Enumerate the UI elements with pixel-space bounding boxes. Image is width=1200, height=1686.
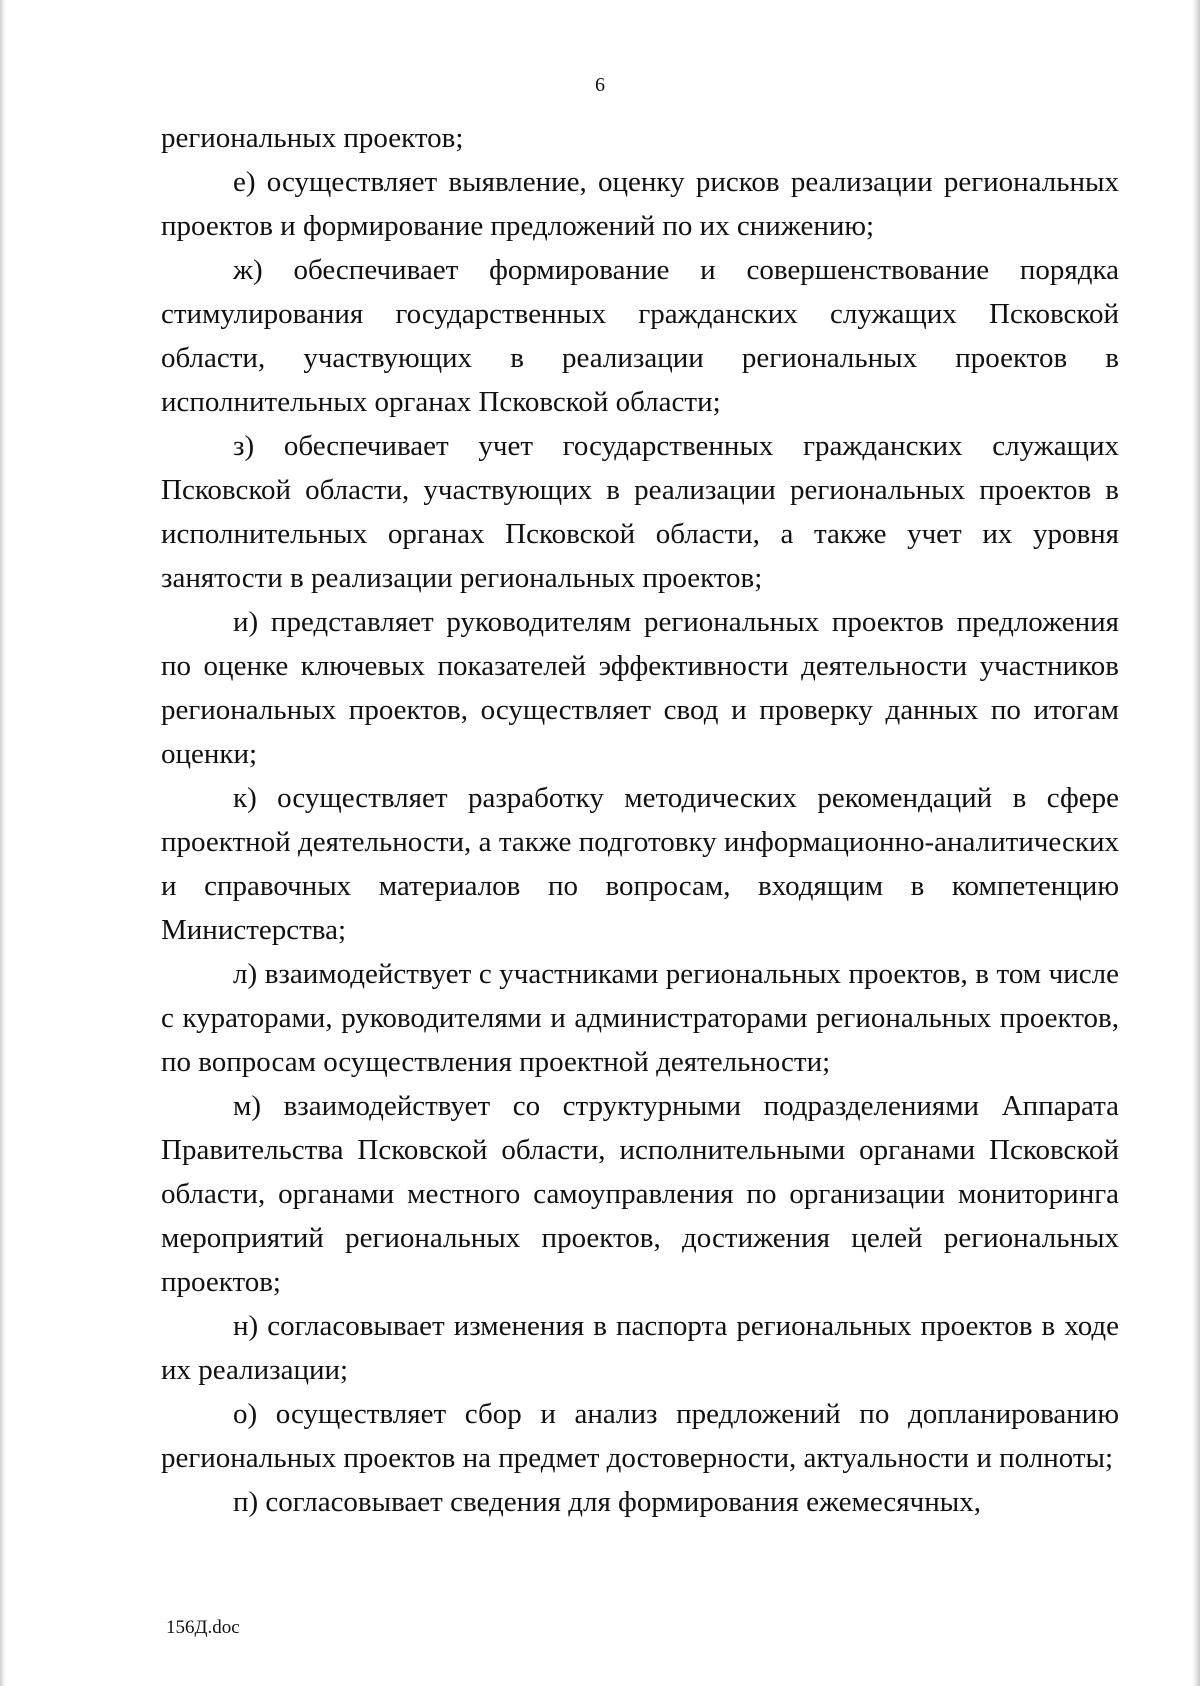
paragraph-item-l: л) взаимодействует с участниками региональных проектов, в том числе с кураторами, руководителями и администраторами региональных проектов, по вопросам осуществления проектной деятельности;	[161, 958, 1119, 1078]
paragraph-continuation: региональных проектов;	[161, 122, 464, 154]
paragraph-item-k: к) осуществляет разработку методических рекомендаций в сфере проектной деятельности, а также подготовку информационно-аналитических и справочных материалов по вопросам, входящим в компетенцию Министерства;	[161, 782, 1119, 946]
paragraph-item-i: и) представляет руководителям региональных проектов предложения по оценке ключевых показателей эффективности деятельности участников региональных проектов, осуществляет свод и проверку данных по итогам оценки;	[161, 606, 1119, 770]
scan-edge-left	[0, 0, 6, 1686]
paragraph-item-z: з) обеспечивает учет государственных гражданских служащих Псковской области, участвующих в реализации региональных проектов в исполнительных органах Псковской области, а также учет их уровня занятости в реализации региональных проектов;	[161, 430, 1119, 594]
page-number: 6	[595, 74, 605, 96]
paragraph-item-p: п) согласовывает сведения для формирования ежемесячных,	[233, 1486, 981, 1518]
paragraph-item-e: е) осуществляет выявление, оценку рисков реализации региональных проектов и формирование предложений по их снижению;	[161, 166, 1119, 242]
paragraph-item-o: о) осуществляет сбор и анализ предложений по допланированию региональных проектов на предмет достоверности, актуальности и полноты;	[161, 1398, 1119, 1474]
paragraph-item-n: н) согласовывает изменения в паспорта региональных проектов в ходе их реализации;	[161, 1310, 1119, 1386]
paragraph-item-zh: ж) обеспечивает формирование и совершенствование порядка стимулирования государственных гражданских служащих Псковской области, участвующих в реализации региональных проектов в исполнительных органах Псковской области;	[161, 254, 1119, 418]
scan-edge-right	[1192, 0, 1200, 1686]
paragraph-item-m: м) взаимодействует со структурными подразделениями Аппарата Правительства Псковской области, исполнительными органами Псковской области, органами местного самоуправления по организации мониторинга мероприятий региональных проектов, достижения целей региональных проектов;	[161, 1090, 1119, 1298]
footer-filename: 156Д.doc	[166, 1617, 240, 1638]
document-body	[161, 116, 1119, 1524]
